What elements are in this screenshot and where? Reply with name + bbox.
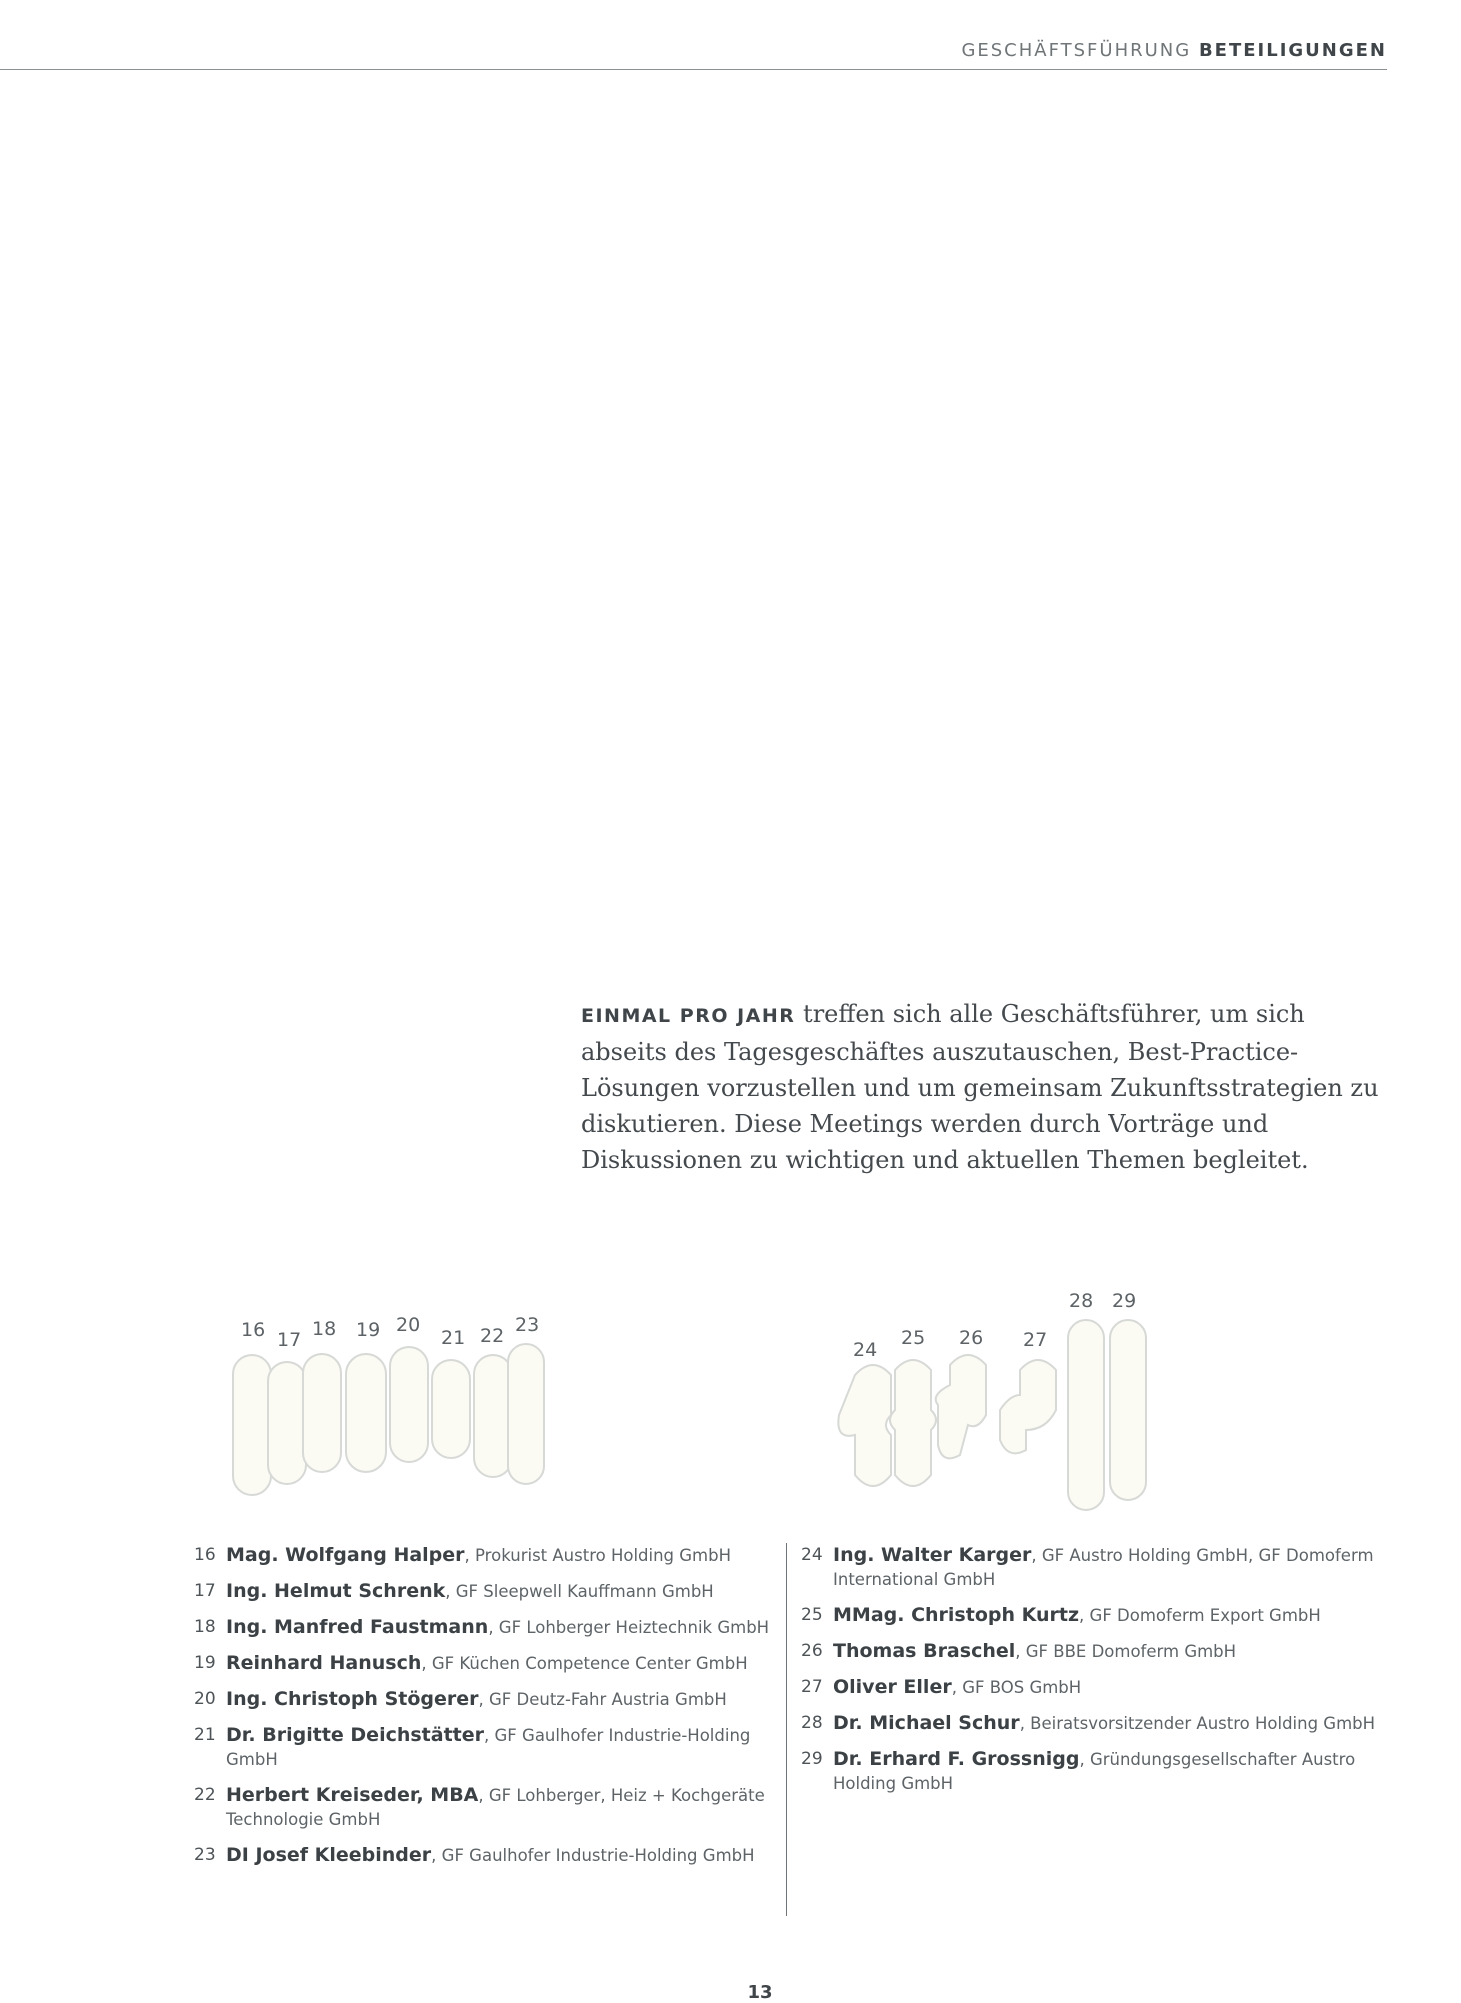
list-item xyxy=(194,1615,774,1640)
header-divider xyxy=(0,69,1387,70)
person-role: , Gründungsgesellschafter Austro Holding GmbH xyxy=(833,1750,1356,1793)
person-name: Ing. Helmut Schrenk xyxy=(226,1580,446,1602)
person-role: , GF Gaulhofer Industrie-Holding GmbH xyxy=(431,1846,755,1865)
person-name: Mag. Wolfgang Halper xyxy=(226,1544,465,1566)
silhouette-labels xyxy=(241,1290,1136,1361)
item-number: 24 xyxy=(801,1545,823,1565)
person-name: Thomas Braschel xyxy=(833,1640,1016,1662)
silhouette-label: 21 xyxy=(441,1327,466,1349)
item-number: 22 xyxy=(194,1785,216,1805)
silhouette-label: 25 xyxy=(901,1327,926,1349)
item-number: 16 xyxy=(194,1545,216,1565)
silhouette-18 xyxy=(303,1354,341,1472)
silhouette-20 xyxy=(390,1347,428,1462)
silhouette-17 xyxy=(268,1362,306,1484)
list-item xyxy=(801,1543,1411,1592)
silhouette-26 xyxy=(936,1355,986,1458)
item-number: 29 xyxy=(801,1749,823,1769)
person-role: , GF BBE Domoferm GmbH xyxy=(1015,1642,1237,1661)
silhouette-label: 28 xyxy=(1069,1290,1094,1312)
silhouette-16 xyxy=(233,1355,271,1495)
silhouette-label: 26 xyxy=(959,1327,984,1349)
person-role: , GF Gaulhofer Industrie-Holding GmbH xyxy=(226,1726,751,1769)
person-name: DI Josef Kleebinder xyxy=(226,1844,432,1866)
list-item xyxy=(194,1843,774,1868)
column-divider xyxy=(786,1543,787,1916)
person-name: Oliver Eller xyxy=(833,1676,952,1698)
silhouette-25 xyxy=(890,1360,936,1486)
list-item xyxy=(194,1651,774,1676)
silhouette-19 xyxy=(346,1354,386,1472)
silhouette-label: 29 xyxy=(1112,1290,1137,1312)
silhouette-label: 24 xyxy=(853,1339,878,1361)
silhouette-label: 19 xyxy=(356,1319,381,1341)
group-photo-silhouettes xyxy=(0,1280,1461,1520)
person-role: , GF Küchen Competence Center GmbH xyxy=(421,1654,748,1673)
names-list-right xyxy=(801,1543,1411,1807)
person-role: , GF Sleepwell Kauffmann GmbH xyxy=(445,1582,714,1601)
header-chapter: BETEILIGUNGEN xyxy=(1198,40,1387,61)
list-item xyxy=(801,1711,1411,1736)
silhouette-label: 18 xyxy=(312,1318,337,1340)
names-list-left xyxy=(194,1543,774,1879)
item-number: 17 xyxy=(194,1581,216,1601)
person-name: Ing. Christoph Stögerer xyxy=(226,1688,479,1710)
silhouette-label: 23 xyxy=(515,1314,540,1336)
item-number: 25 xyxy=(801,1605,823,1625)
person-name: Dr. Michael Schur xyxy=(833,1712,1020,1734)
person-role: , GF BOS GmbH xyxy=(951,1678,1082,1697)
list-item xyxy=(801,1639,1411,1664)
person-role: , GF Lohberger Heiztechnik GmbH xyxy=(488,1618,770,1637)
silhouette-23 xyxy=(508,1344,544,1484)
person-role: , Prokurist Austro Holding GmbH xyxy=(464,1546,732,1565)
item-number: 28 xyxy=(801,1713,823,1733)
silhouette-label: 27 xyxy=(1023,1329,1048,1351)
intro-lead: EINMAL PRO JAHR xyxy=(581,1005,796,1027)
item-number: 27 xyxy=(801,1677,823,1697)
person-name: Herbert Kreiseder, MBA xyxy=(226,1784,479,1806)
silhouette-22 xyxy=(474,1355,512,1477)
item-number: 19 xyxy=(194,1653,216,1673)
item-number: 21 xyxy=(194,1725,216,1745)
silhouette-label: 16 xyxy=(241,1319,266,1341)
page-header xyxy=(961,40,1387,61)
intro-paragraph xyxy=(581,996,1381,1178)
person-name: Reinhard Hanusch xyxy=(226,1652,422,1674)
intro-text: treffen sich alle Geschäftsführer, um sich abseits des Tagesgeschäftes auszutauschen, Best-Practice-Lösungen vorzustellen und um gemeinsam Zukunftsstrategien zu diskutieren. Diese Meetings werden durch Vorträge und Diskussionen zu wichtigen und aktuellen Themen begleitet. xyxy=(581,1000,1379,1174)
item-number: 23 xyxy=(194,1845,216,1865)
item-number: 26 xyxy=(801,1641,823,1661)
silhouette-21 xyxy=(432,1360,470,1458)
header-section: GESCHÄFTSFÜHRUNG xyxy=(961,40,1192,61)
silhouette-27 xyxy=(1000,1360,1056,1453)
silhouette-29 xyxy=(1110,1320,1146,1500)
silhouette-28 xyxy=(1068,1320,1104,1510)
person-role: , Beiratsvorsitzender Austro Holding GmbH xyxy=(1019,1714,1376,1733)
list-item xyxy=(194,1723,774,1772)
list-item xyxy=(801,1603,1411,1628)
page-number: 13 xyxy=(747,1982,773,2003)
person-role: , GF Deutz-Fahr Austria GmbH xyxy=(478,1690,727,1709)
item-number: 20 xyxy=(194,1689,216,1709)
silhouette-label: 22 xyxy=(480,1325,505,1347)
person-role: , GF Domoferm Export GmbH xyxy=(1079,1606,1321,1625)
person-role: , GF Austro Holding GmbH, GF Domoferm International GmbH xyxy=(833,1546,1374,1589)
list-item xyxy=(194,1543,774,1568)
person-name: Dr. Brigitte Deichstätter xyxy=(226,1724,485,1746)
silhouette-label: 20 xyxy=(396,1314,421,1336)
list-item xyxy=(194,1783,774,1832)
list-item xyxy=(194,1687,774,1712)
silhouette-label: 17 xyxy=(277,1329,302,1351)
list-item xyxy=(801,1747,1411,1796)
list-item xyxy=(194,1579,774,1604)
person-name: Ing. Manfred Faustmann xyxy=(226,1616,489,1638)
list-item xyxy=(801,1675,1411,1700)
item-number: 18 xyxy=(194,1617,216,1637)
person-name: MMag. Christoph Kurtz xyxy=(833,1604,1080,1626)
person-name: Ing. Walter Karger xyxy=(833,1544,1032,1566)
silhouette-24 xyxy=(838,1365,891,1486)
person-name: Dr. Erhard F. Grossnigg xyxy=(833,1748,1080,1770)
person-role: , GF Lohberger, Heiz + Kochgeräte Technologie GmbH xyxy=(226,1786,765,1829)
